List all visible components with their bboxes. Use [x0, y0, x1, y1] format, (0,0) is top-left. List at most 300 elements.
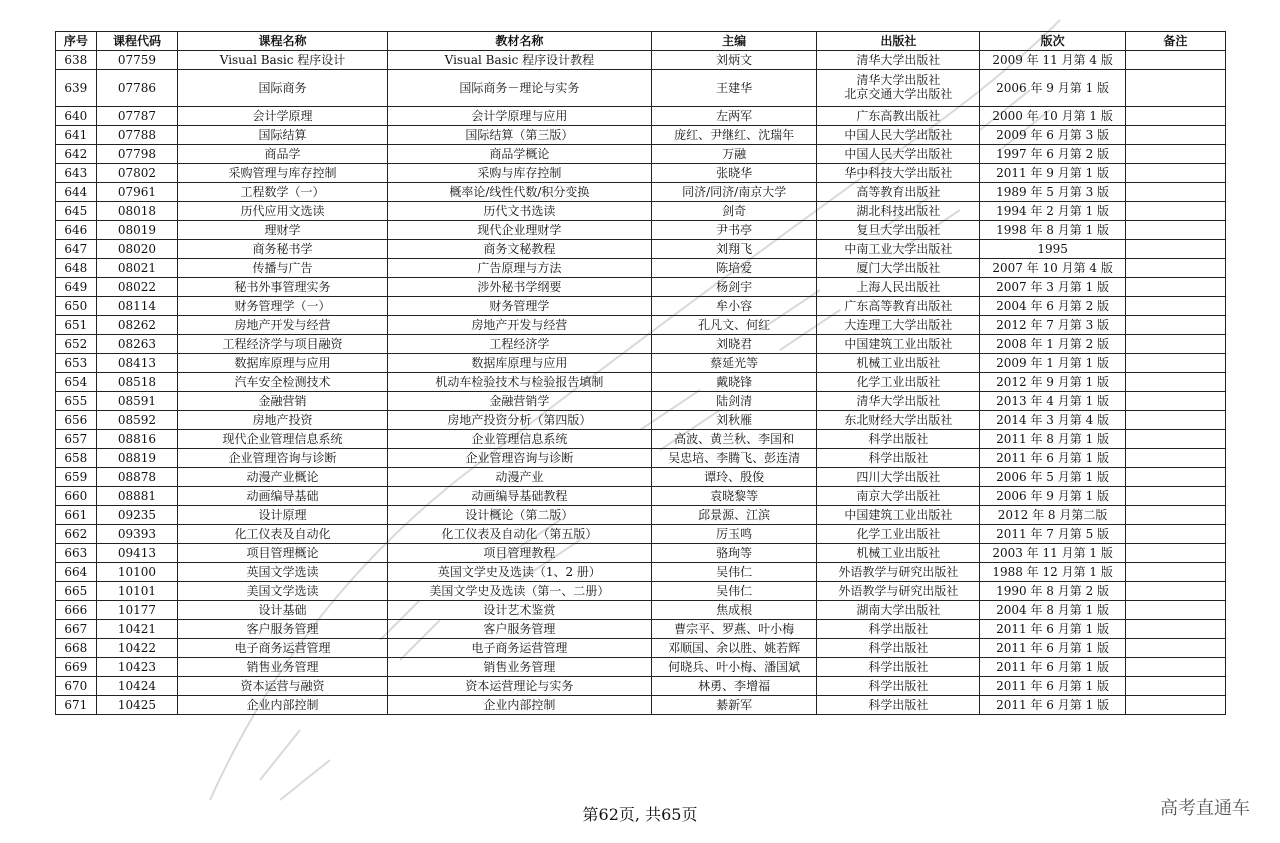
cell-seq: 659: [56, 468, 97, 487]
cell-course-name: 项目管理概论: [178, 544, 388, 563]
header-editor: 主编: [652, 32, 817, 51]
cell-remarks: [1125, 563, 1225, 582]
cell-remarks: [1125, 354, 1225, 373]
cell-textbook-name: 数据库原理与应用: [387, 354, 651, 373]
cell-edition: 2006 年 9 月第 1 版: [980, 487, 1126, 506]
cell-course-code: 10424: [96, 677, 177, 696]
cell-editor: 刘翔飞: [652, 240, 817, 259]
cell-course-code: 10423: [96, 658, 177, 677]
cell-course-name: 理财学: [178, 221, 388, 240]
cell-textbook-name: 国际商务－理论与实务: [387, 70, 651, 107]
cell-remarks: [1125, 297, 1225, 316]
cell-course-name: 采购管理与库存控制: [178, 164, 388, 183]
cell-publisher: 四川大学出版社: [817, 468, 980, 487]
cell-publisher: 厦门大学出版社: [817, 259, 980, 278]
cell-editor: 邱景源、江滨: [652, 506, 817, 525]
table-row: [56, 164, 1226, 183]
cell-publisher: 中国建筑工业出版社: [817, 335, 980, 354]
cell-seq: 669: [56, 658, 97, 677]
cell-edition: 2011 年 7 月第 5 版: [980, 525, 1126, 544]
cell-remarks: [1125, 639, 1225, 658]
table-row: [56, 525, 1226, 544]
cell-course-code: 09413: [96, 544, 177, 563]
cell-edition: 1988 年 12 月第 1 版: [980, 563, 1126, 582]
cell-course-code: 08263: [96, 335, 177, 354]
cell-editor: 张晓华: [652, 164, 817, 183]
cell-seq: 656: [56, 411, 97, 430]
cell-course-code: 08019: [96, 221, 177, 240]
cell-seq: 662: [56, 525, 97, 544]
cell-course-name: 传播与广告: [178, 259, 388, 278]
cell-editor: 邓顺国、余以胜、姚若辉: [652, 639, 817, 658]
cell-seq: 663: [56, 544, 97, 563]
cell-seq: 638: [56, 51, 97, 70]
cell-publisher: 科学出版社: [817, 639, 980, 658]
table-row: [56, 70, 1226, 107]
cell-course-code: 09235: [96, 506, 177, 525]
table-row: [56, 392, 1226, 411]
cell-course-name: 财务管理学（一）: [178, 297, 388, 316]
cell-textbook-name: 动画编导基础教程: [387, 487, 651, 506]
cell-seq: 652: [56, 335, 97, 354]
cell-course-name: 会计学原理: [178, 107, 388, 126]
table-row: [56, 335, 1226, 354]
cell-textbook-name: 财务管理学: [387, 297, 651, 316]
textbook-table: [55, 31, 1226, 715]
cell-course-code: 08878: [96, 468, 177, 487]
cell-editor: 高波、黄兰秋、李国和: [652, 430, 817, 449]
cell-textbook-name: Visual Basic 程序设计教程: [387, 51, 651, 70]
cell-course-code: 07788: [96, 126, 177, 145]
cell-course-code: 08819: [96, 449, 177, 468]
table-row: [56, 316, 1226, 335]
cell-seq: 649: [56, 278, 97, 297]
cell-publisher: 高等教育出版社: [817, 183, 980, 202]
cell-edition: 2011 年 6 月第 1 版: [980, 677, 1126, 696]
cell-editor: 杨剑宇: [652, 278, 817, 297]
table-row: [56, 297, 1226, 316]
cell-course-name: 化工仪表及自动化: [178, 525, 388, 544]
cell-course-name: 房地产投资: [178, 411, 388, 430]
cell-seq: 650: [56, 297, 97, 316]
cell-editor: 林勇、李增福: [652, 677, 817, 696]
cell-edition: 2014 年 3 月第 4 版: [980, 411, 1126, 430]
cell-remarks: [1125, 601, 1225, 620]
cell-edition: 2011 年 6 月第 1 版: [980, 639, 1126, 658]
cell-editor: 万融: [652, 145, 817, 164]
cell-remarks: [1125, 145, 1225, 164]
cell-textbook-name: 工程经济学: [387, 335, 651, 354]
cell-seq: 639: [56, 70, 97, 107]
cell-editor: 陈培爱: [652, 259, 817, 278]
table-row: [56, 620, 1226, 639]
cell-edition: 1990 年 8 月第 2 版: [980, 582, 1126, 601]
cell-publisher: 南京大学出版社: [817, 487, 980, 506]
cell-course-name: 历代应用文选读: [178, 202, 388, 221]
cell-textbook-name: 房地产投资分析（第四版）: [387, 411, 651, 430]
cell-remarks: [1125, 183, 1225, 202]
cell-course-code: 09393: [96, 525, 177, 544]
cell-edition: 2011 年 6 月第 1 版: [980, 696, 1126, 715]
cell-editor: 骆珣等: [652, 544, 817, 563]
cell-editor: 袁晓黎等: [652, 487, 817, 506]
cell-textbook-name: 采购与库存控制: [387, 164, 651, 183]
cell-textbook-name: 现代企业理财学: [387, 221, 651, 240]
cell-seq: 664: [56, 563, 97, 582]
cell-textbook-name: 金融营销学: [387, 392, 651, 411]
cell-remarks: [1125, 240, 1225, 259]
cell-edition: 2007 年 3 月第 1 版: [980, 278, 1126, 297]
cell-course-code: 08020: [96, 240, 177, 259]
header-seq: 序号: [56, 32, 97, 51]
cell-editor: 焦成根: [652, 601, 817, 620]
table-row: [56, 468, 1226, 487]
cell-editor: 牟小容: [652, 297, 817, 316]
table-row: [56, 373, 1226, 392]
cell-textbook-name: 电子商务运营管理: [387, 639, 651, 658]
cell-course-code: 07961: [96, 183, 177, 202]
cell-course-code: 08114: [96, 297, 177, 316]
table-row: [56, 51, 1226, 70]
cell-remarks: [1125, 316, 1225, 335]
cell-remarks: [1125, 449, 1225, 468]
table-row: [56, 126, 1226, 145]
cell-seq: 651: [56, 316, 97, 335]
cell-editor: 何晓兵、叶小梅、潘国斌: [652, 658, 817, 677]
cell-edition: 2008 年 1 月第 2 版: [980, 335, 1126, 354]
cell-course-code: 10100: [96, 563, 177, 582]
cell-course-name: 秘书外事管理实务: [178, 278, 388, 297]
cell-publisher: 外语教学与研究出版社: [817, 582, 980, 601]
cell-editor: 同济/同济/南京大学: [652, 183, 817, 202]
cell-edition: 1995: [980, 240, 1126, 259]
cell-textbook-name: 机动车检验技术与检验报告填制: [387, 373, 651, 392]
cell-course-code: 10421: [96, 620, 177, 639]
cell-remarks: [1125, 696, 1225, 715]
table-row: [56, 658, 1226, 677]
cell-publisher: 中南工业大学出版社: [817, 240, 980, 259]
cell-publisher: 机械工业出版社: [817, 354, 980, 373]
header-publisher: 出版社: [817, 32, 980, 51]
cell-course-name: 数据库原理与应用: [178, 354, 388, 373]
cell-course-code: 10425: [96, 696, 177, 715]
cell-editor: 吴伟仁: [652, 563, 817, 582]
cell-remarks: [1125, 107, 1225, 126]
header-textbook-name: 教材名称: [387, 32, 651, 51]
cell-course-code: 08592: [96, 411, 177, 430]
cell-publisher: 机械工业出版社: [817, 544, 980, 563]
cell-remarks: [1125, 259, 1225, 278]
cell-remarks: [1125, 525, 1225, 544]
cell-publisher: 湖南大学出版社: [817, 601, 980, 620]
cell-textbook-name: 历代文书选读: [387, 202, 651, 221]
cell-editor: 王建华: [652, 70, 817, 107]
cell-edition: 2003 年 11 月第 1 版: [980, 544, 1126, 563]
table-row: [56, 202, 1226, 221]
cell-course-code: 08018: [96, 202, 177, 221]
cell-seq: 667: [56, 620, 97, 639]
cell-course-code: 10422: [96, 639, 177, 658]
cell-course-name: 英国文学选读: [178, 563, 388, 582]
table-row: [56, 544, 1226, 563]
cell-publisher: 科学出版社: [817, 658, 980, 677]
cell-textbook-name: 企业内部控制: [387, 696, 651, 715]
cell-course-name: Visual Basic 程序设计: [178, 51, 388, 70]
cell-course-code: 07759: [96, 51, 177, 70]
cell-course-name: 客户服务管理: [178, 620, 388, 639]
table-row: [56, 639, 1226, 658]
cell-publisher: 化学工业出版社: [817, 525, 980, 544]
cell-editor: 戴晓锋: [652, 373, 817, 392]
cell-course-name: 销售业务管理: [178, 658, 388, 677]
cell-remarks: [1125, 582, 1225, 601]
cell-edition: 2009 年 1 月第 1 版: [980, 354, 1126, 373]
cell-editor: 刘炳文: [652, 51, 817, 70]
cell-remarks: [1125, 278, 1225, 297]
header-remarks: 备注: [1125, 32, 1225, 51]
cell-course-name: 动画编导基础: [178, 487, 388, 506]
cell-course-code: 07802: [96, 164, 177, 183]
cell-course-name: 企业管理咨询与诊断: [178, 449, 388, 468]
cell-publisher: 化学工业出版社: [817, 373, 980, 392]
cell-textbook-name: 企业管理咨询与诊断: [387, 449, 651, 468]
cell-edition: 2004 年 8 月第 1 版: [980, 601, 1126, 620]
cell-editor: 陆剑清: [652, 392, 817, 411]
cell-publisher: 复旦大学出版社: [817, 221, 980, 240]
cell-editor: 孔凡文、何红: [652, 316, 817, 335]
cell-seq: 641: [56, 126, 97, 145]
cell-edition: 1994 年 2 月第 1 版: [980, 202, 1126, 221]
table-row: [56, 411, 1226, 430]
cell-edition: 1998 年 8 月第 1 版: [980, 221, 1126, 240]
cell-textbook-name: 涉外秘书学纲要: [387, 278, 651, 297]
cell-seq: 640: [56, 107, 97, 126]
cell-course-name: 现代企业管理信息系统: [178, 430, 388, 449]
cell-edition: 2004 年 6 月第 2 版: [980, 297, 1126, 316]
cell-seq: 654: [56, 373, 97, 392]
table-row: [56, 107, 1226, 126]
cell-edition: 2012 年 8 月第二版: [980, 506, 1126, 525]
cell-seq: 657: [56, 430, 97, 449]
cell-remarks: [1125, 677, 1225, 696]
cell-textbook-name: 企业管理信息系统: [387, 430, 651, 449]
cell-seq: 646: [56, 221, 97, 240]
cell-course-code: 08518: [96, 373, 177, 392]
cell-course-code: 10101: [96, 582, 177, 601]
cell-course-name: 设计原理: [178, 506, 388, 525]
cell-editor: 蔡延光等: [652, 354, 817, 373]
cell-editor: 吴伟仁: [652, 582, 817, 601]
cell-publisher: 中国人民大学出版社: [817, 126, 980, 145]
table-row: [56, 354, 1226, 373]
table-row: [56, 145, 1226, 164]
cell-textbook-name: 国际结算（第三版）: [387, 126, 651, 145]
cell-edition: 2012 年 9 月第 1 版: [980, 373, 1126, 392]
header-course-code: 课程代码: [96, 32, 177, 51]
cell-edition: 1997 年 6 月第 2 版: [980, 145, 1126, 164]
cell-textbook-name: 商品学概论: [387, 145, 651, 164]
cell-seq: 670: [56, 677, 97, 696]
cell-textbook-name: 销售业务管理: [387, 658, 651, 677]
cell-publisher: 清华大学出版社: [817, 392, 980, 411]
table-row: [56, 278, 1226, 297]
cell-edition: 2011 年 6 月第 1 版: [980, 620, 1126, 639]
cell-publisher: 科学出版社: [817, 430, 980, 449]
cell-editor: 左两军: [652, 107, 817, 126]
cell-seq: 644: [56, 183, 97, 202]
cell-edition: 2009 年 6 月第 3 版: [980, 126, 1126, 145]
cell-editor: 刘秋雁: [652, 411, 817, 430]
page-number: 第62页, 共65页: [582, 805, 698, 824]
cell-publisher: 湖北科技出版社: [817, 202, 980, 221]
cell-seq: 647: [56, 240, 97, 259]
cell-edition: 2000 年 10 月第 1 版: [980, 107, 1126, 126]
cell-textbook-name: 会计学原理与应用: [387, 107, 651, 126]
cell-seq: 645: [56, 202, 97, 221]
cell-editor: 吴忠培、李腾飞、彭连清: [652, 449, 817, 468]
cell-publisher: 广东高教出版社: [817, 107, 980, 126]
cell-seq: 661: [56, 506, 97, 525]
cell-remarks: [1125, 658, 1225, 677]
cell-publisher: 华中科技大学出版社: [817, 164, 980, 183]
brand-label: 高考直通车: [1160, 798, 1250, 819]
cell-course-name: 商品学: [178, 145, 388, 164]
cell-publisher: 广东高等教育出版社: [817, 297, 980, 316]
cell-remarks: [1125, 620, 1225, 639]
cell-remarks: [1125, 544, 1225, 563]
cell-course-code: 08022: [96, 278, 177, 297]
cell-seq: 665: [56, 582, 97, 601]
table-row: [56, 430, 1226, 449]
cell-publisher: 清华大学出版社: [817, 51, 980, 70]
cell-remarks: [1125, 468, 1225, 487]
cell-remarks: [1125, 373, 1225, 392]
cell-course-name: 美国文学选读: [178, 582, 388, 601]
header-edition: 版次: [980, 32, 1126, 51]
cell-course-code: 08413: [96, 354, 177, 373]
cell-publisher: 科学出版社: [817, 696, 980, 715]
cell-remarks: [1125, 70, 1225, 107]
cell-course-name: 国际结算: [178, 126, 388, 145]
cell-textbook-name: 动漫产业: [387, 468, 651, 487]
cell-publisher: 中国人民大学出版社: [817, 145, 980, 164]
table-row: [56, 677, 1226, 696]
cell-remarks: [1125, 335, 1225, 354]
header-course-name: 课程名称: [178, 32, 388, 51]
table-row: [56, 506, 1226, 525]
cell-remarks: [1125, 392, 1225, 411]
cell-editor: 谭玲、殷俊: [652, 468, 817, 487]
cell-textbook-name: 美国文学史及选读（第一、二册）: [387, 582, 651, 601]
cell-seq: 642: [56, 145, 97, 164]
table-row: [56, 563, 1226, 582]
cell-edition: 2011 年 8 月第 1 版: [980, 430, 1126, 449]
cell-course-name: 汽车安全检测技术: [178, 373, 388, 392]
cell-edition: 2007 年 10 月第 4 版: [980, 259, 1126, 278]
cell-textbook-name: 概率论/线性代数/积分变换: [387, 183, 651, 202]
cell-course-code: 08021: [96, 259, 177, 278]
table-row: [56, 487, 1226, 506]
cell-edition: 1989 年 5 月第 3 版: [980, 183, 1126, 202]
cell-remarks: [1125, 202, 1225, 221]
cell-remarks: [1125, 411, 1225, 430]
cell-seq: 671: [56, 696, 97, 715]
cell-remarks: [1125, 430, 1225, 449]
cell-remarks: [1125, 506, 1225, 525]
cell-course-name: 房地产开发与经营: [178, 316, 388, 335]
cell-course-code: 08816: [96, 430, 177, 449]
cell-edition: 2006 年 5 月第 1 版: [980, 468, 1126, 487]
table-row: [56, 221, 1226, 240]
cell-publisher: 科学出版社: [817, 677, 980, 696]
table-row: [56, 259, 1226, 278]
cell-textbook-name: 房地产开发与经营: [387, 316, 651, 335]
cell-course-code: 08262: [96, 316, 177, 335]
cell-textbook-name: 商务文秘教程: [387, 240, 651, 259]
cell-remarks: [1125, 51, 1225, 70]
cell-editor: 庞红、尹继红、沈瑞年: [652, 126, 817, 145]
cell-editor: 刘晓君: [652, 335, 817, 354]
cell-textbook-name: 广告原理与方法: [387, 259, 651, 278]
cell-course-code: 08591: [96, 392, 177, 411]
cell-course-code: 07787: [96, 107, 177, 126]
cell-edition: 2013 年 4 月第 1 版: [980, 392, 1126, 411]
cell-seq: 653: [56, 354, 97, 373]
cell-edition: 2009 年 11 月第 4 版: [980, 51, 1126, 70]
cell-course-name: 金融营销: [178, 392, 388, 411]
cell-textbook-name: 客户服务管理: [387, 620, 651, 639]
cell-editor: 厉玉鸣: [652, 525, 817, 544]
cell-editor: 曹宗平、罗燕、叶小梅: [652, 620, 817, 639]
cell-course-code: 08881: [96, 487, 177, 506]
table-row: [56, 601, 1226, 620]
cell-seq: 660: [56, 487, 97, 506]
table-row: [56, 582, 1226, 601]
cell-course-name: 工程经济学与项目融资: [178, 335, 388, 354]
cell-course-code: 10177: [96, 601, 177, 620]
cell-course-name: 资本运营与融资: [178, 677, 388, 696]
cell-publisher: 大连理工大学出版社: [817, 316, 980, 335]
cell-publisher: 上海人民出版社: [817, 278, 980, 297]
cell-publisher: 科学出版社: [817, 449, 980, 468]
cell-publisher: 外语教学与研究出版社: [817, 563, 980, 582]
cell-seq: 668: [56, 639, 97, 658]
cell-seq: 655: [56, 392, 97, 411]
cell-textbook-name: 化工仪表及自动化（第五版）: [387, 525, 651, 544]
cell-edition: 2006 年 9 月第 1 版: [980, 70, 1126, 107]
cell-course-name: 国际商务: [178, 70, 388, 107]
cell-edition: 2011 年 6 月第 1 版: [980, 658, 1126, 677]
cell-textbook-name: 资本运营理论与实务: [387, 677, 651, 696]
cell-edition: 2011 年 6 月第 1 版: [980, 449, 1126, 468]
cell-course-name: 设计基础: [178, 601, 388, 620]
cell-course-name: 商务秘书学: [178, 240, 388, 259]
cell-publisher: 中国建筑工业出版社: [817, 506, 980, 525]
cell-editor: 尹书亭: [652, 221, 817, 240]
cell-course-code: 07786: [96, 70, 177, 107]
cell-publisher: 东北财经大学出版社: [817, 411, 980, 430]
cell-textbook-name: 设计概论（第二版）: [387, 506, 651, 525]
table-row: [56, 696, 1226, 715]
table-row: [56, 449, 1226, 468]
cell-editor: 剑奇: [652, 202, 817, 221]
table-row: [56, 183, 1226, 202]
cell-seq: 648: [56, 259, 97, 278]
cell-course-name: 企业内部控制: [178, 696, 388, 715]
cell-remarks: [1125, 487, 1225, 506]
cell-publisher: 清华大学出版社 北京交通大学出版社: [817, 70, 980, 107]
table-header-row: [56, 32, 1226, 51]
